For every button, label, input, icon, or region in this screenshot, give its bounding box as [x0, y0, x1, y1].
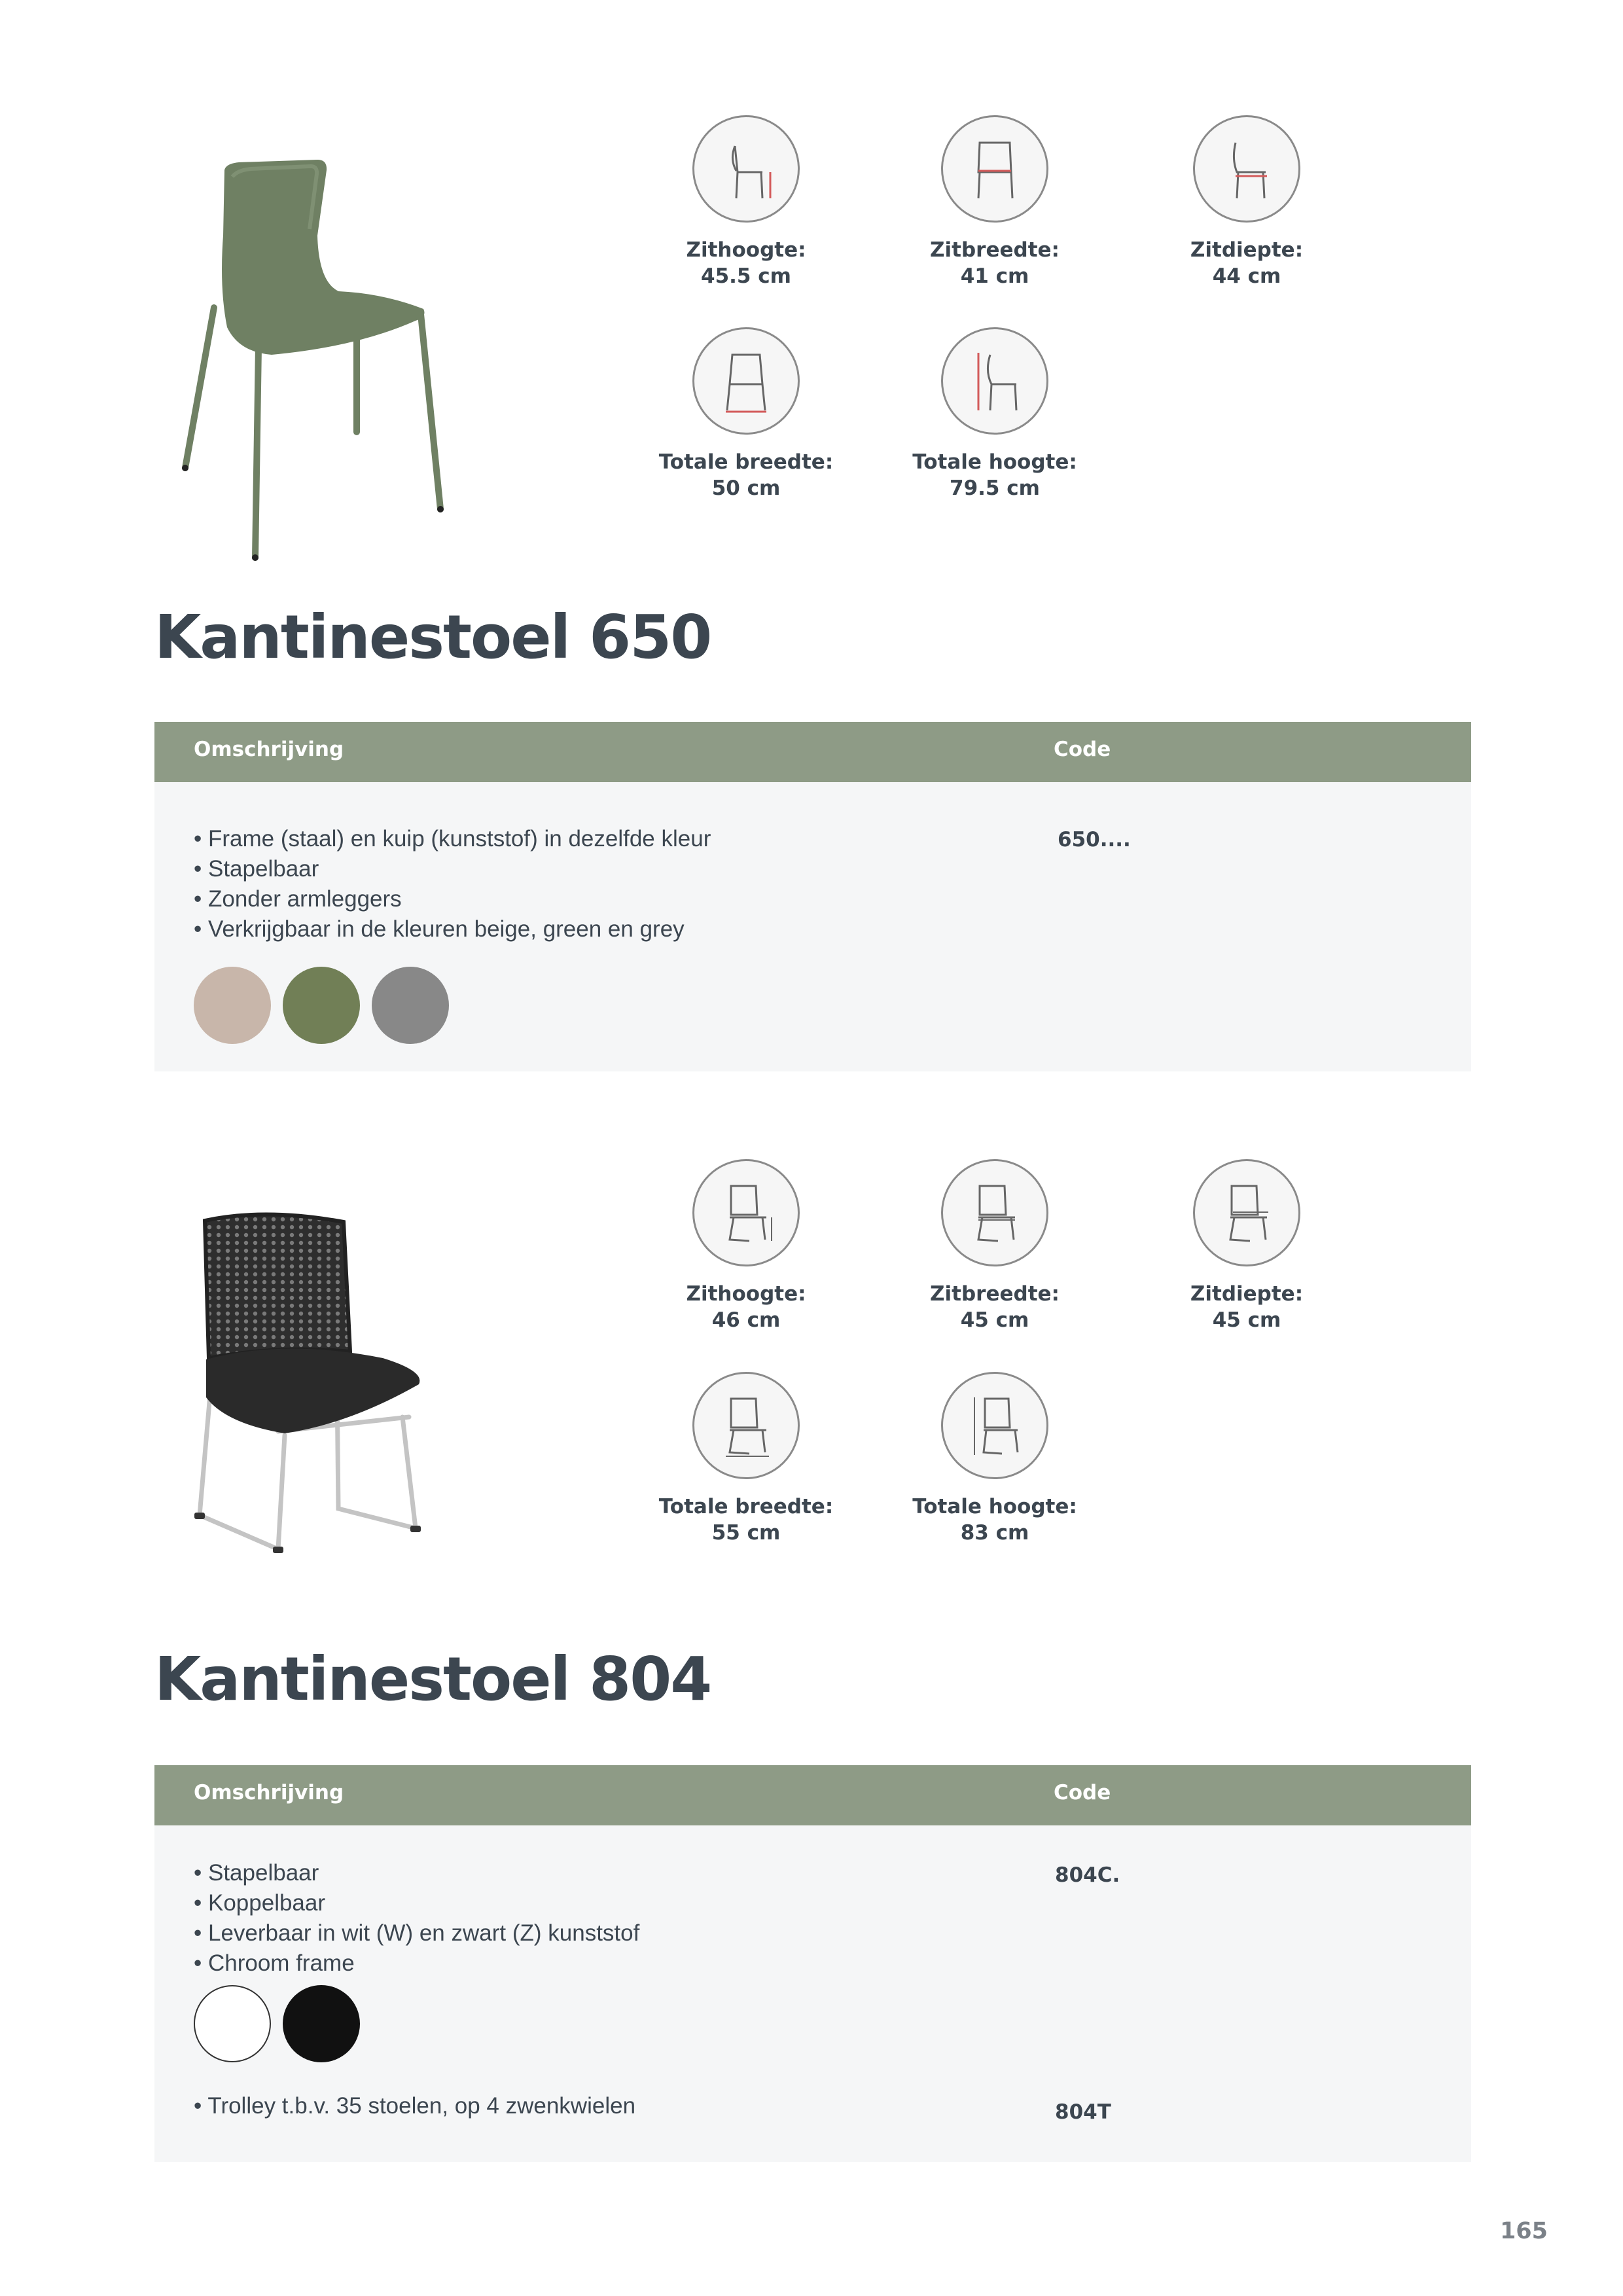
color-swatches — [194, 967, 449, 1044]
total-width-icon — [692, 1372, 800, 1479]
list-item: • Leverbaar in wit (W) en zwart (Z) kunststof — [194, 1918, 639, 1948]
spec-total-height — [870, 1372, 1119, 1546]
table-body — [154, 782, 1471, 1071]
product-code: 804C. — [1055, 1863, 1120, 1887]
spec-seat-height — [622, 115, 870, 289]
list-item: • Stapelbaar — [194, 1858, 639, 1888]
swatch-white — [194, 1985, 271, 2062]
spec-seat-depth — [1122, 1159, 1371, 1333]
total-height-icon — [941, 327, 1048, 435]
spec-label: Zithoogte: — [686, 238, 806, 262]
spec-total-width — [622, 327, 870, 501]
spec-label: Totale breedte: — [658, 450, 834, 474]
spec-value: 45.5 cm — [701, 264, 791, 288]
product-table-650 — [154, 722, 1471, 1071]
spec-value: 44 cm — [1212, 264, 1281, 288]
list-item: • Chroom frame — [194, 1948, 639, 1979]
list-item: • Stapelbaar — [194, 854, 711, 884]
spec-seat-width — [870, 1159, 1119, 1333]
feature-list-trolley — [194, 2091, 635, 2121]
seat-height-icon — [692, 115, 800, 223]
list-item: • Verkrijgbaar in de kleuren beige, green en grey — [194, 914, 711, 944]
spec-value: 46 cm — [711, 1308, 781, 1332]
table-header — [154, 722, 1471, 782]
spec-label: Zitbreedte: — [930, 238, 1060, 262]
chair-804-image — [187, 1208, 448, 1561]
spec-seat-height — [622, 1159, 870, 1333]
spec-value: 45 cm — [960, 1308, 1029, 1332]
spec-label: Totale breedte: — [658, 1495, 834, 1518]
swatch-green — [283, 967, 360, 1044]
swatch-black — [283, 1985, 360, 2062]
spec-label: Zitbreedte: — [930, 1282, 1060, 1306]
total-height-icon — [941, 1372, 1048, 1479]
list-item: • Frame (staal) en kuip (kunststof) in dezelfde kleur — [194, 824, 711, 854]
seat-width-icon — [941, 115, 1048, 223]
spec-label: Zithoogte: — [686, 1282, 806, 1306]
list-item: • Koppelbaar — [194, 1888, 639, 1918]
spec-label: Totale hoogte: — [912, 1495, 1077, 1518]
product-title-650: Kantinestoel 650 — [154, 602, 711, 672]
spec-value: 50 cm — [711, 476, 781, 500]
table-body — [154, 1825, 1471, 2162]
total-width-icon — [692, 327, 800, 435]
swatch-grey — [372, 967, 449, 1044]
product-table-804 — [154, 1765, 1471, 2162]
col-description: Omschrijving — [194, 738, 344, 761]
col-code: Code — [1054, 1781, 1111, 1804]
table-header — [154, 1765, 1471, 1825]
spec-value: 79.5 cm — [950, 476, 1040, 500]
spec-value: 45 cm — [1212, 1308, 1281, 1332]
feature-list — [194, 824, 711, 944]
chair-650-image — [167, 157, 468, 563]
seat-depth-icon — [1193, 115, 1300, 223]
product-code: 650.... — [1058, 828, 1131, 852]
swatch-beige — [194, 967, 271, 1044]
spec-value: 83 cm — [960, 1521, 1029, 1545]
col-description: Omschrijving — [194, 1781, 344, 1804]
feature-list — [194, 1858, 639, 1979]
spec-seat-depth — [1122, 115, 1371, 289]
list-item: • Trolley t.b.v. 35 stoelen, op 4 zwenkwielen — [194, 2091, 635, 2121]
spec-label: Totale hoogte: — [912, 450, 1077, 474]
product-code-trolley: 804T — [1055, 2100, 1111, 2124]
col-code: Code — [1054, 738, 1111, 761]
seat-height-icon — [692, 1159, 800, 1266]
product-photo-804 — [187, 1208, 448, 1561]
spec-label: Zitdiepte: — [1190, 1282, 1304, 1306]
product-title-804: Kantinestoel 804 — [154, 1644, 711, 1714]
seat-depth-icon — [1193, 1159, 1300, 1266]
spec-value: 41 cm — [960, 264, 1029, 288]
seat-width-icon — [941, 1159, 1048, 1266]
spec-label: Zitdiepte: — [1190, 238, 1304, 262]
color-swatches — [194, 1985, 360, 2062]
spec-seat-width — [870, 115, 1119, 289]
page-number: 165 — [1499, 2218, 1548, 2244]
product-photo-650 — [167, 157, 468, 563]
spec-value: 55 cm — [711, 1521, 781, 1545]
spec-total-height — [870, 327, 1119, 501]
spec-total-width — [622, 1372, 870, 1546]
list-item: • Zonder armleggers — [194, 884, 711, 914]
